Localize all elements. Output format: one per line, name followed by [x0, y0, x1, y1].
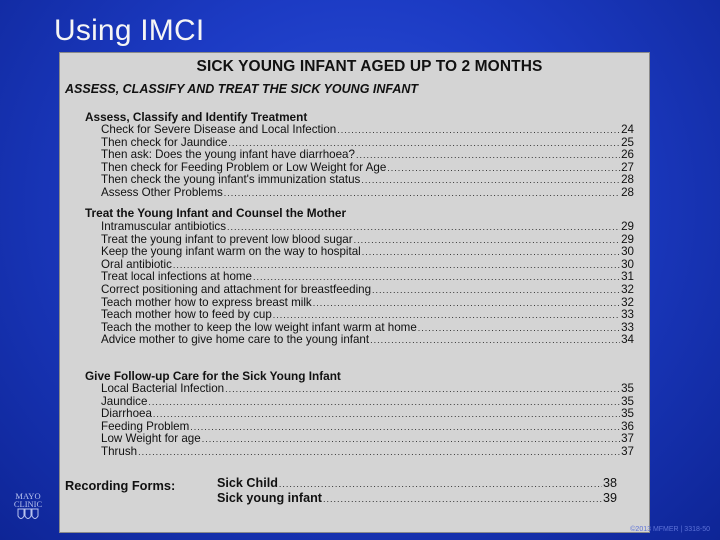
document-title: SICK YOUNG INFANT AGED UP TO 2 MONTHS — [196, 58, 543, 75]
toc-label: Then check for Jaundice — [101, 135, 228, 149]
toc-entry — [101, 408, 634, 421]
section-entries — [101, 383, 634, 459]
toc-label: Jaundice — [101, 394, 148, 408]
toc-page: 35 — [621, 382, 634, 395]
toc-page: 37 — [621, 444, 634, 458]
toc-entry — [217, 476, 617, 491]
toc-label: Teach the mother to keep the low weight infant warm at home — [101, 320, 417, 334]
toc-entry — [101, 383, 634, 396]
toc-entry — [217, 491, 617, 506]
toc-page: 29 — [621, 220, 634, 233]
toc-entry — [101, 221, 634, 234]
recording-forms-label: Recording Forms: — [65, 478, 176, 493]
toc-label: Low Weight for age — [101, 432, 201, 446]
toc-entry — [101, 334, 634, 347]
toc-label: Oral antibiotic — [101, 257, 172, 271]
toc-label: Keep the young infant warm on the way to hospital — [101, 245, 361, 259]
toc-page: 33 — [621, 320, 634, 334]
toc-page: 38 — [602, 476, 617, 490]
toc-label: Intramuscular antibiotics — [101, 220, 227, 233]
toc-label: Sick Child — [217, 476, 278, 490]
toc-page: 35 — [621, 394, 634, 408]
toc-label: Feeding Problem — [101, 419, 190, 433]
toc-label: Then check the young infant's immunization status — [101, 173, 361, 187]
toc-label: Then ask: Does the young infant have diarrhoea? — [101, 148, 355, 162]
footer-copyright: ©2013 MFMER | 3318-50 — [630, 526, 710, 533]
toc-entry — [101, 396, 634, 409]
section-entries — [101, 124, 634, 200]
toc-page: 39 — [602, 491, 617, 505]
toc-label: Teach mother how to feed by cup — [101, 308, 272, 322]
toc-entry — [101, 187, 634, 200]
toc-page: 32 — [621, 282, 634, 296]
toc-page: 30 — [621, 245, 634, 259]
logo-text-line: CLINIC — [13, 499, 43, 509]
toc-entry — [101, 246, 634, 259]
toc-label: Local Bacterial Infection — [101, 382, 225, 395]
toc-label: Sick young infant — [217, 491, 322, 505]
toc-label: Teach mother how to express breast milk — [101, 295, 312, 309]
toc-label: Check for Severe Disease and Local Infection — [101, 123, 337, 136]
toc-page: 29 — [621, 232, 634, 246]
toc-label: Diarrhoea — [101, 407, 152, 421]
section-heading: Treat the Young Infant and Counsel the Mother — [85, 206, 347, 220]
toc-entry — [101, 284, 634, 297]
toc-label: Treat local infections at home — [101, 270, 253, 284]
toc-page: 31 — [621, 270, 634, 284]
mayo-clinic-logo — [8, 492, 48, 523]
section-heading: Give Follow-up Care for the Sick Young Infant — [85, 369, 341, 383]
toc-label: Assess Other Problems — [101, 185, 223, 199]
toc-page: 36 — [621, 419, 634, 433]
section-heading: Assess, Classify and Identify Treatment — [85, 110, 308, 124]
toc-label: Thrush — [101, 444, 138, 458]
section-entries — [101, 221, 634, 347]
slide-title: Using IMCI — [54, 14, 205, 47]
document-page — [59, 52, 650, 533]
toc-page: 25 — [621, 135, 634, 149]
shield-icon — [17, 508, 39, 522]
document-subtitle: ASSESS, CLASSIFY AND TREAT THE SICK YOUNG INFANT — [65, 82, 419, 96]
toc-page: 30 — [621, 257, 634, 271]
toc-page: 26 — [621, 148, 634, 162]
toc-page: 35 — [621, 407, 634, 421]
toc-page: 28 — [621, 185, 634, 199]
toc-page: 37 — [621, 432, 634, 446]
toc-page: 24 — [621, 123, 634, 136]
toc-entry — [101, 309, 634, 322]
toc-label: Then check for Feeding Problem or Low Weight for Age — [101, 160, 387, 174]
toc-entry — [101, 446, 634, 459]
toc-page: 32 — [621, 295, 634, 309]
toc-page: 33 — [621, 308, 634, 322]
toc-label: Treat the young infant to prevent low blood sugar — [101, 232, 353, 246]
toc-label: Advice mother to give home care to the young infant — [101, 333, 370, 347]
toc-entry — [101, 124, 634, 137]
logo-text-line: MAYO — [15, 491, 41, 501]
toc-entry — [101, 149, 634, 162]
toc-entry — [101, 433, 634, 446]
recording-forms-entries — [217, 476, 617, 506]
toc-page: 28 — [621, 173, 634, 187]
toc-page: 34 — [621, 333, 634, 347]
toc-label: Correct positioning and attachment for breastfeeding — [101, 282, 372, 296]
toc-page: 27 — [621, 160, 634, 174]
